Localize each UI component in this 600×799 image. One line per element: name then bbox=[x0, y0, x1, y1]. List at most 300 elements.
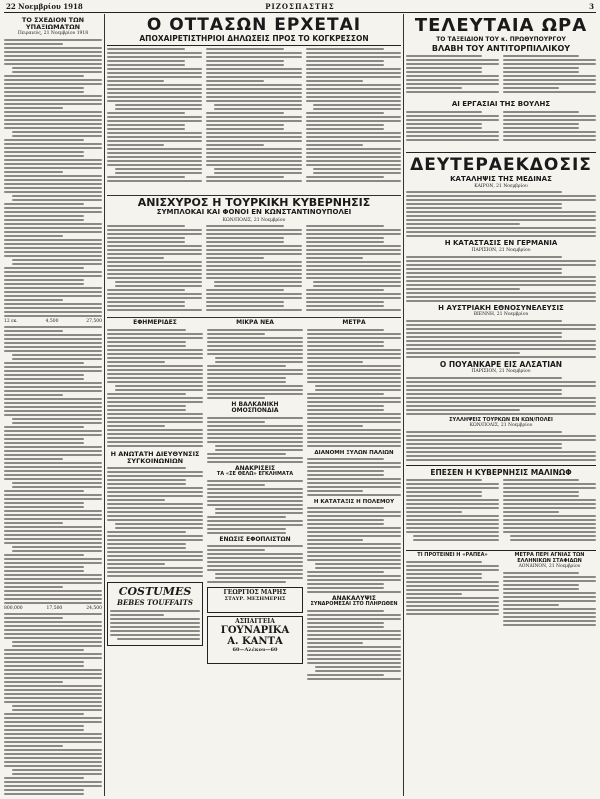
text-line bbox=[4, 522, 63, 524]
text-line bbox=[307, 630, 401, 632]
text-line bbox=[206, 237, 284, 239]
text-line bbox=[214, 108, 302, 110]
text-line bbox=[306, 112, 384, 114]
text-line bbox=[115, 172, 203, 174]
turkish-article bbox=[107, 197, 401, 317]
lower-left-column bbox=[107, 320, 203, 790]
turkish-headline: ΑΝΙΣΧΥΡΟΣ Η ΤΟΥΡΚΙΚΗ ΚΥΒΕΡΝΗΣΙΣ bbox=[137, 196, 371, 209]
text-line bbox=[107, 409, 186, 411]
text-line bbox=[503, 119, 596, 121]
text-line bbox=[307, 474, 384, 476]
text-line bbox=[406, 127, 482, 129]
text-line bbox=[4, 502, 84, 504]
text-line bbox=[306, 76, 401, 78]
text-line bbox=[307, 333, 401, 335]
text-line bbox=[406, 272, 562, 274]
text-line bbox=[306, 229, 401, 231]
text-line bbox=[503, 588, 579, 590]
text-line bbox=[306, 309, 401, 311]
text-line bbox=[4, 458, 63, 460]
text-line bbox=[4, 251, 102, 253]
text-line bbox=[503, 55, 579, 57]
text-block bbox=[107, 467, 203, 577]
text-line bbox=[110, 630, 200, 632]
main-article-columns bbox=[107, 48, 401, 190]
text-block bbox=[406, 561, 499, 615]
text-line bbox=[107, 277, 202, 279]
text-line bbox=[307, 393, 384, 395]
text-line bbox=[206, 92, 301, 94]
text-line bbox=[4, 95, 102, 97]
text-line bbox=[510, 535, 596, 537]
text-line bbox=[307, 555, 401, 557]
text-line bbox=[503, 519, 596, 521]
text-line bbox=[306, 120, 401, 122]
text-line bbox=[4, 311, 102, 313]
text-line bbox=[306, 60, 384, 62]
text-line bbox=[406, 451, 596, 453]
text-line bbox=[206, 253, 301, 255]
text-line bbox=[4, 183, 102, 185]
text-block bbox=[110, 610, 200, 640]
text-block bbox=[406, 55, 499, 99]
text-line bbox=[12, 135, 102, 137]
text-line bbox=[307, 622, 384, 624]
text-line bbox=[4, 693, 102, 695]
text-line bbox=[406, 91, 499, 93]
text-line bbox=[107, 425, 165, 427]
text-line bbox=[207, 417, 303, 419]
text-line bbox=[307, 357, 401, 359]
text-line bbox=[4, 665, 84, 667]
text-line bbox=[4, 538, 102, 540]
text-line bbox=[307, 507, 384, 509]
text-line bbox=[306, 64, 384, 66]
text-line bbox=[307, 547, 401, 549]
text-line bbox=[4, 115, 102, 117]
text-block bbox=[206, 225, 301, 317]
text-line bbox=[307, 658, 401, 660]
text-block bbox=[107, 329, 203, 447]
raisins-subhead: ΜΕΤΡΑ ΠΕΡΙ ΑΓΝΙΑΣ ΤΩΝ ΕΛΛΗΝΙΚΩΝ ΣΤΑΦΙΔΩΝ bbox=[514, 552, 585, 564]
text-line bbox=[4, 171, 63, 173]
main-subhead: ΑΠΟΧΑΙΡΕΤΙΣΤΗΡΙΟΙ ΔΗΛΩΣΕΙΣ ΠΡΟΣ ΤΟ ΚΟΓΚΡΕΣΣΟΝ bbox=[107, 35, 401, 46]
text-line bbox=[4, 506, 84, 508]
text-line bbox=[4, 406, 102, 408]
text-line bbox=[406, 597, 499, 599]
costumes-title: COSTUMES bbox=[118, 584, 192, 598]
text-line bbox=[207, 385, 303, 387]
text-line bbox=[107, 377, 203, 379]
text-line bbox=[503, 503, 596, 505]
text-line bbox=[107, 413, 203, 415]
text-line bbox=[207, 333, 265, 335]
text-line bbox=[307, 433, 401, 435]
text-line bbox=[503, 83, 596, 85]
text-block bbox=[503, 55, 596, 99]
text-line bbox=[110, 610, 200, 612]
text-line bbox=[107, 293, 202, 295]
parliament-subhead: ΑΙ ΕΡΓΑΣΙΑΙ ΤΗΣ ΒΟΥΛΗΣ bbox=[451, 100, 551, 109]
text-line bbox=[406, 609, 499, 611]
figures-row bbox=[4, 606, 102, 611]
text-block bbox=[306, 225, 401, 317]
text-line bbox=[4, 701, 102, 703]
text-line bbox=[4, 123, 102, 125]
text-line bbox=[107, 365, 203, 367]
text-line bbox=[406, 431, 562, 433]
text-line bbox=[307, 490, 363, 492]
text-line bbox=[206, 257, 263, 259]
text-line bbox=[4, 334, 102, 336]
text-block bbox=[406, 111, 499, 147]
text-line bbox=[4, 303, 102, 305]
malinov-subhead: ΕΠΕΣΕΝ Η ΚΥΒΕΡΝΗΣΙΣ ΜΑΛΙΝΩΦ bbox=[430, 468, 572, 478]
text-line bbox=[107, 261, 202, 263]
text-line bbox=[4, 119, 102, 121]
text-line bbox=[4, 398, 102, 400]
text-line bbox=[4, 777, 84, 779]
text-line bbox=[12, 486, 102, 488]
text-line bbox=[12, 769, 102, 771]
text-line bbox=[406, 601, 499, 603]
text-line bbox=[206, 180, 301, 182]
text-line bbox=[307, 539, 363, 541]
text-line bbox=[12, 773, 102, 775]
text-line bbox=[307, 482, 401, 484]
text-line bbox=[107, 132, 202, 134]
text-line bbox=[107, 531, 186, 533]
text-line bbox=[4, 75, 84, 77]
text-line bbox=[4, 434, 102, 436]
text-line bbox=[4, 79, 102, 81]
text-line bbox=[406, 67, 482, 69]
text-line bbox=[503, 63, 596, 65]
text-line bbox=[503, 59, 596, 61]
text-line bbox=[503, 576, 596, 578]
text-line bbox=[4, 442, 84, 444]
text-line bbox=[503, 527, 596, 529]
text-line bbox=[107, 60, 185, 62]
text-line bbox=[4, 267, 84, 269]
text-line bbox=[307, 486, 401, 488]
text-line bbox=[107, 353, 203, 355]
text-line bbox=[206, 297, 301, 299]
text-line bbox=[503, 592, 596, 594]
text-line bbox=[406, 227, 596, 229]
text-line bbox=[306, 257, 363, 259]
text-line bbox=[4, 613, 102, 615]
turkish-dateline: ΚΩΝ/ΠΟΛΙΣ, 21 Νοεμβρίου bbox=[222, 217, 286, 223]
text-line bbox=[503, 115, 596, 117]
text-line bbox=[406, 589, 499, 591]
text-line bbox=[406, 605, 499, 607]
text-line bbox=[306, 48, 384, 50]
text-line bbox=[306, 249, 401, 251]
section-enosis: ΕΝΩΣΙΣ ΕΦΟΠΛΙΣΤΩΝ bbox=[219, 535, 291, 543]
text-line bbox=[107, 373, 203, 375]
text-line bbox=[4, 661, 84, 663]
section-mikra: ΜΙΚΡΑ ΝΕΑ bbox=[236, 319, 274, 326]
text-line bbox=[4, 139, 84, 141]
text-line bbox=[4, 494, 102, 496]
text-line bbox=[503, 79, 596, 81]
text-line bbox=[107, 437, 203, 439]
text-line bbox=[307, 650, 401, 652]
text-block bbox=[406, 479, 499, 547]
text-line bbox=[307, 401, 401, 403]
text-line bbox=[503, 127, 579, 129]
figure: 4,500 bbox=[45, 318, 59, 324]
text-line bbox=[406, 324, 596, 326]
text-line bbox=[12, 195, 102, 197]
text-line bbox=[206, 176, 284, 178]
text-line bbox=[4, 47, 102, 49]
text-line bbox=[406, 320, 562, 322]
text-line bbox=[306, 261, 401, 263]
text-line bbox=[4, 382, 102, 384]
text-line bbox=[107, 575, 203, 577]
column-rule bbox=[104, 14, 105, 796]
text-line bbox=[12, 641, 102, 643]
text-line bbox=[503, 507, 596, 509]
text-line bbox=[4, 729, 84, 731]
text-line bbox=[215, 357, 303, 359]
text-line bbox=[4, 717, 102, 719]
text-line bbox=[107, 499, 165, 501]
text-line bbox=[206, 160, 301, 162]
text-line bbox=[206, 60, 284, 62]
text-line bbox=[406, 381, 596, 383]
text-line bbox=[4, 51, 102, 53]
lower-mid-column bbox=[207, 320, 303, 790]
text-line bbox=[107, 180, 202, 182]
text-line bbox=[12, 550, 102, 552]
text-line bbox=[115, 523, 203, 525]
text-line bbox=[207, 461, 303, 463]
text-line bbox=[4, 462, 102, 464]
text-line bbox=[206, 88, 301, 90]
text-line bbox=[406, 585, 499, 587]
text-line bbox=[4, 299, 63, 301]
text-line bbox=[4, 283, 84, 285]
text-line bbox=[406, 413, 596, 415]
text-line bbox=[4, 386, 102, 388]
text-line bbox=[4, 390, 102, 392]
text-line bbox=[406, 71, 482, 73]
text-line bbox=[307, 559, 401, 561]
text-line bbox=[206, 261, 301, 263]
furs-price: 60—Αλέκου—60 bbox=[232, 647, 278, 654]
text-line bbox=[107, 237, 185, 239]
text-line bbox=[107, 397, 203, 399]
text-line bbox=[503, 91, 596, 93]
text-line bbox=[406, 235, 596, 237]
text-line bbox=[307, 587, 384, 589]
text-line bbox=[206, 144, 263, 146]
text-line bbox=[4, 446, 102, 448]
text-line bbox=[4, 438, 84, 440]
text-line bbox=[4, 346, 102, 348]
text-block bbox=[4, 326, 102, 604]
text-block bbox=[503, 572, 596, 626]
rapea-article bbox=[406, 553, 499, 626]
text-line bbox=[4, 219, 84, 221]
text-line bbox=[406, 139, 499, 141]
text-line bbox=[214, 172, 302, 174]
section-anakalypsis-sub: ΣΥΝΔΡΟΜΕΣΑΙ ΣΤΟ ΠΛΗΡΩΘΕΝ bbox=[310, 601, 398, 608]
text-line bbox=[4, 143, 102, 145]
text-line bbox=[107, 495, 203, 497]
text-line bbox=[107, 333, 203, 335]
text-line bbox=[206, 116, 301, 118]
text-line bbox=[215, 449, 303, 451]
text-line bbox=[4, 793, 84, 795]
text-line bbox=[207, 504, 303, 506]
text-line bbox=[206, 136, 301, 138]
text-line bbox=[306, 140, 401, 142]
text-line bbox=[107, 144, 164, 146]
text-line bbox=[206, 148, 301, 150]
text-line bbox=[4, 733, 102, 735]
text-line bbox=[107, 401, 203, 403]
text-line bbox=[4, 578, 102, 580]
text-line bbox=[107, 265, 202, 267]
text-line bbox=[4, 179, 102, 181]
text-line bbox=[306, 156, 401, 158]
text-line bbox=[215, 361, 303, 363]
text-line bbox=[503, 491, 579, 493]
lower-right-column bbox=[307, 320, 401, 790]
text-line bbox=[107, 52, 202, 54]
text-line bbox=[313, 104, 401, 106]
text-line bbox=[4, 370, 102, 372]
text-line bbox=[406, 487, 499, 489]
text-line bbox=[503, 483, 596, 485]
text-line bbox=[107, 551, 203, 553]
text-line bbox=[406, 284, 596, 286]
text-line bbox=[406, 577, 482, 579]
last-hour-headline: ΤΕΛΕΥΤΑΙΑ ΩΡΑ bbox=[414, 15, 588, 36]
text-line bbox=[4, 785, 102, 787]
text-line bbox=[307, 634, 401, 636]
text-line bbox=[406, 455, 596, 457]
text-line bbox=[107, 479, 186, 481]
text-line bbox=[4, 366, 102, 368]
text-line bbox=[406, 199, 596, 201]
text-line bbox=[4, 227, 102, 229]
text-line bbox=[307, 551, 401, 553]
text-line bbox=[107, 156, 202, 158]
text-line bbox=[207, 453, 286, 455]
text-line bbox=[406, 336, 562, 338]
text-line bbox=[4, 175, 102, 177]
text-line bbox=[207, 421, 265, 423]
text-line bbox=[4, 582, 102, 584]
text-line bbox=[4, 155, 84, 157]
text-line bbox=[307, 579, 401, 581]
text-line bbox=[107, 116, 202, 118]
text-line bbox=[4, 554, 84, 556]
text-line bbox=[107, 289, 185, 291]
text-line bbox=[4, 91, 84, 93]
text-line bbox=[4, 558, 102, 560]
text-line bbox=[207, 429, 303, 431]
text-line bbox=[206, 277, 301, 279]
text-line bbox=[207, 532, 286, 534]
text-line bbox=[206, 289, 284, 291]
text-line bbox=[207, 553, 303, 555]
text-line bbox=[406, 348, 596, 350]
text-line bbox=[110, 618, 200, 620]
text-line bbox=[107, 68, 202, 70]
text-line bbox=[107, 273, 202, 275]
figure: 17,500 bbox=[46, 605, 63, 611]
text-line bbox=[313, 172, 401, 174]
text-line bbox=[4, 669, 102, 671]
text-line bbox=[206, 273, 301, 275]
text-line bbox=[107, 96, 202, 98]
text-line bbox=[306, 269, 401, 271]
text-line bbox=[306, 265, 401, 267]
text-line bbox=[306, 305, 384, 307]
raisins-article bbox=[503, 553, 596, 626]
furs-title: ΑΣΠΑΓΓΕΙΑ bbox=[235, 618, 275, 626]
text-line bbox=[206, 64, 284, 66]
text-line bbox=[4, 566, 84, 568]
text-line bbox=[214, 285, 302, 287]
text-line bbox=[306, 289, 384, 291]
text-line bbox=[406, 123, 482, 125]
text-line bbox=[307, 678, 401, 680]
text-line bbox=[406, 55, 482, 57]
text-block bbox=[307, 458, 401, 496]
text-line bbox=[503, 600, 596, 602]
text-line bbox=[306, 56, 401, 58]
text-line bbox=[4, 107, 63, 109]
text-line bbox=[107, 64, 185, 66]
text-line bbox=[4, 127, 102, 129]
text-line bbox=[4, 211, 102, 213]
text-line bbox=[4, 63, 102, 65]
text-line bbox=[107, 148, 202, 150]
text-line bbox=[315, 670, 401, 672]
pm-trip-subhead: ΤΟ ΤΑΞΕΙΔΙΟΝ ΤΟΥ κ. ΠΡΩΘΥΠΟΥΡΓΟΥ bbox=[436, 36, 566, 43]
text-line bbox=[107, 539, 203, 541]
malinov-columns bbox=[406, 479, 596, 547]
text-line bbox=[307, 365, 401, 367]
text-line bbox=[406, 352, 520, 354]
text-line bbox=[307, 543, 401, 545]
text-line bbox=[107, 393, 186, 395]
text-line bbox=[206, 96, 301, 98]
text-line bbox=[107, 233, 202, 235]
text-line bbox=[306, 72, 401, 74]
text-line bbox=[503, 511, 559, 513]
text-line bbox=[207, 389, 303, 391]
masthead bbox=[4, 2, 596, 13]
text-line bbox=[307, 421, 401, 423]
text-line bbox=[406, 115, 499, 117]
text-line bbox=[306, 68, 401, 70]
text-line bbox=[315, 385, 401, 387]
text-line bbox=[406, 495, 482, 497]
main-section bbox=[107, 15, 401, 795]
text-line bbox=[406, 344, 596, 346]
text-line bbox=[206, 233, 301, 235]
text-line bbox=[4, 737, 102, 739]
text-line bbox=[4, 342, 102, 344]
